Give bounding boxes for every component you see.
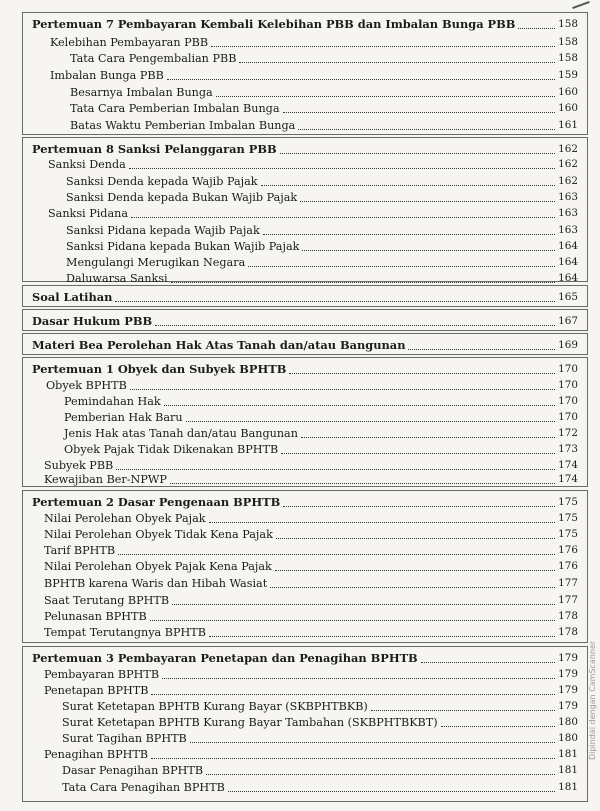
dot-leader xyxy=(228,791,555,792)
toc-entry[interactable] xyxy=(44,592,578,609)
toc-entry[interactable] xyxy=(50,34,578,51)
toc-label: Saat Terutang BPHTB xyxy=(44,594,170,607)
toc-heading-bphtb-pertemuan-3[interactable] xyxy=(32,650,578,667)
dot-leader xyxy=(263,234,555,235)
toc-entry[interactable] xyxy=(62,698,578,715)
dot-leader xyxy=(162,678,555,679)
dot-leader xyxy=(300,201,555,202)
toc-entry[interactable] xyxy=(64,425,578,442)
toc-entry[interactable] xyxy=(70,117,578,134)
dot-leader xyxy=(302,250,555,251)
toc-page-number: 179 xyxy=(558,652,578,664)
toc-heading-bphtb-pertemuan-1[interactable] xyxy=(32,361,578,378)
toc-label: Daluwarsa Sanksi xyxy=(66,272,168,285)
toc-entry[interactable] xyxy=(66,222,578,239)
toc-entry[interactable] xyxy=(44,608,578,625)
toc-label: Pertemuan 8 Sanksi Pelanggaran PBB xyxy=(32,142,277,156)
toc-label: Pertemuan 7 Pembayaran Kembali Kelebihan PBB dan Imbalan Bunga PBB xyxy=(32,17,516,31)
toc-label: Imbalan Bunga PBB xyxy=(50,69,164,82)
dot-leader xyxy=(171,282,556,283)
toc-page-number: 167 xyxy=(558,315,578,327)
scanner-watermark: Dipindai dengan CamScanner xyxy=(588,640,597,760)
toc-page-number: 158 xyxy=(558,18,578,30)
toc-page-number: 163 xyxy=(558,207,578,219)
toc-heading-soal-latihan[interactable] xyxy=(32,289,578,306)
dot-leader xyxy=(276,538,555,539)
toc-label: Jenis Hak atas Tanah dan/atau Bangunan xyxy=(64,427,298,440)
toc-page-number: 175 xyxy=(558,528,578,540)
toc-entry[interactable] xyxy=(44,471,578,488)
toc-page-number: 179 xyxy=(558,684,578,696)
toc-label: Penagihan BPHTB xyxy=(44,748,149,761)
toc-page-number: 159 xyxy=(558,69,578,81)
toc-page-number: 179 xyxy=(558,668,578,680)
toc-entry[interactable] xyxy=(44,682,578,699)
dot-leader xyxy=(150,620,555,621)
toc-label: Batas Waktu Pemberian Imbalan Bunga xyxy=(70,119,296,132)
toc-label: Dasar Penagihan BPHTB xyxy=(62,764,204,777)
toc-page-number: 165 xyxy=(558,291,578,303)
dot-leader xyxy=(289,373,555,374)
dot-leader xyxy=(275,570,555,571)
dot-leader xyxy=(298,129,555,130)
toc-entry[interactable] xyxy=(62,762,578,779)
dot-leader xyxy=(129,168,555,169)
toc-page-number: 179 xyxy=(558,700,578,712)
toc-entry[interactable] xyxy=(44,542,578,559)
toc-heading-pertemuan-7[interactable] xyxy=(32,16,578,33)
toc-entry[interactable] xyxy=(70,50,578,67)
toc-label: Subyek PBB xyxy=(44,459,114,472)
dot-leader xyxy=(239,62,555,63)
toc-page-number: 162 xyxy=(558,175,578,187)
toc-label: Dasar Hukum PBB xyxy=(32,314,153,328)
toc-entry[interactable] xyxy=(64,441,578,458)
toc-entry[interactable] xyxy=(66,173,578,190)
toc-page-number: 170 xyxy=(558,363,578,375)
dot-leader xyxy=(116,469,555,470)
toc-label: Tata Cara Pemberian Imbalan Bunga xyxy=(70,102,280,115)
dot-leader xyxy=(131,217,555,218)
toc-label: Nilai Perolehan Obyek Pajak Kena Pajak xyxy=(44,560,272,573)
dot-leader xyxy=(283,506,555,507)
dot-leader xyxy=(130,389,555,390)
toc-entry[interactable] xyxy=(44,575,578,592)
toc-label: Tarif BPHTB xyxy=(44,544,116,557)
toc-page-number: 180 xyxy=(558,716,578,728)
dot-leader xyxy=(281,453,555,454)
dot-leader xyxy=(301,437,555,438)
toc-entry[interactable] xyxy=(66,189,578,206)
dot-leader xyxy=(421,662,555,663)
toc-entry[interactable] xyxy=(70,84,578,101)
toc-label: Pemindahan Hak xyxy=(64,395,161,408)
toc-page-number: 158 xyxy=(558,36,578,48)
toc-entry[interactable] xyxy=(70,100,578,117)
toc-entry[interactable] xyxy=(44,526,578,543)
toc-page-number: 161 xyxy=(558,119,578,131)
toc-label: Obyek Pajak Tidak Dikenakan BPHTB xyxy=(64,443,279,456)
dot-leader xyxy=(248,266,555,267)
dot-leader xyxy=(408,349,555,350)
toc-label: Kelebihan Pembayaran PBB xyxy=(50,36,209,49)
toc-label: Nilai Perolehan Obyek Pajak xyxy=(44,512,206,525)
toc-entry[interactable] xyxy=(62,730,578,747)
toc-label: Besarnya Imbalan Bunga xyxy=(70,86,213,99)
toc-page-number: 174 xyxy=(558,473,578,485)
toc-page-number: 181 xyxy=(558,781,578,793)
toc-page-number: 178 xyxy=(558,610,578,622)
dot-leader xyxy=(261,185,556,186)
dot-leader xyxy=(209,522,556,523)
toc-label: Pertemuan 2 Dasar Pengenaan BPHTB xyxy=(32,495,281,509)
dot-leader xyxy=(164,405,555,406)
toc-page-number: 178 xyxy=(558,626,578,638)
toc-label: Sanksi Pidana kepada Wajib Pajak xyxy=(66,224,260,237)
dot-leader xyxy=(186,421,556,422)
toc-label: BPHTB karena Waris dan Hibah Wasiat xyxy=(44,577,268,590)
toc-entry[interactable] xyxy=(62,714,578,731)
dot-leader xyxy=(371,710,555,711)
toc-entry[interactable] xyxy=(44,510,578,527)
dot-leader xyxy=(206,774,555,775)
toc-page-number: 164 xyxy=(558,240,578,252)
toc-heading-materi-bphtb[interactable] xyxy=(32,337,578,354)
toc-entry[interactable] xyxy=(46,377,578,394)
dot-leader xyxy=(151,694,555,695)
toc-entry[interactable] xyxy=(48,205,578,222)
toc-label: Tempat Terutangnya BPHTB xyxy=(44,626,206,639)
toc-label: Sanksi Denda kepada Wajib Pajak xyxy=(66,175,258,188)
dot-leader xyxy=(216,96,555,97)
scan-mark xyxy=(572,1,590,9)
toc-entry[interactable] xyxy=(50,67,578,84)
toc-page-number: 177 xyxy=(558,594,578,606)
toc-page-number: 170 xyxy=(558,411,578,423)
toc-entry[interactable] xyxy=(44,624,578,641)
toc-label: Pertemuan 3 Pembayaran Penetapan dan Penagihan BPHTB xyxy=(32,651,418,665)
toc-label: Surat Ketetapan BPHTB Kurang Bayar Tambahan (SKBPHTBKBT) xyxy=(62,716,438,729)
toc-page-number: 169 xyxy=(558,339,578,351)
toc-page-number: 158 xyxy=(558,52,578,64)
toc-entry[interactable] xyxy=(44,666,578,683)
toc-page-number: 181 xyxy=(558,764,578,776)
dot-leader xyxy=(270,587,555,588)
dot-leader xyxy=(211,46,555,47)
toc-page-number: 163 xyxy=(558,224,578,236)
toc-heading-bphtb-pertemuan-2[interactable] xyxy=(32,494,578,511)
dot-leader xyxy=(518,28,555,29)
dot-leader xyxy=(155,325,555,326)
toc-entry[interactable] xyxy=(44,558,578,575)
toc-page-number: 162 xyxy=(558,143,578,155)
toc-label: Pelunasan BPHTB xyxy=(44,610,147,623)
toc-page-number: 163 xyxy=(558,191,578,203)
dot-leader xyxy=(172,604,555,605)
toc-page-number: 164 xyxy=(558,272,578,284)
toc-page-number: 160 xyxy=(558,86,578,98)
toc-label: Kewajiban Ber-NPWP xyxy=(44,473,167,486)
toc-entry[interactable] xyxy=(48,156,578,173)
toc-label: Tata Cara Pengembalian PBB xyxy=(70,52,237,65)
dot-leader xyxy=(441,726,556,727)
dot-leader xyxy=(167,79,555,80)
toc-heading-dasar-hukum[interactable] xyxy=(32,313,578,330)
toc-entry[interactable] xyxy=(44,746,578,763)
toc-page-number: 180 xyxy=(558,732,578,744)
toc-page-number: 175 xyxy=(558,496,578,508)
toc-entry[interactable] xyxy=(66,238,578,255)
dot-leader xyxy=(151,758,555,759)
toc-label: Mengulangi Merugikan Negara xyxy=(66,256,246,269)
dot-leader xyxy=(280,153,556,154)
toc-entry[interactable] xyxy=(64,393,578,410)
toc-label: Pembayaran BPHTB xyxy=(44,668,160,681)
toc-page-number: 170 xyxy=(558,379,578,391)
toc-label: Surat Tagihan BPHTB xyxy=(62,732,187,745)
toc-page-number: 181 xyxy=(558,748,578,760)
toc-page-number: 175 xyxy=(558,512,578,524)
toc-page-number: 164 xyxy=(558,256,578,268)
toc-page-number: 173 xyxy=(558,443,578,455)
dot-leader xyxy=(209,636,555,637)
toc-label: Sanksi Pidana kepada Bukan Wajib Pajak xyxy=(66,240,300,253)
toc-page-number: 176 xyxy=(558,544,578,556)
toc-label: Soal Latihan xyxy=(32,290,113,304)
toc-page-number: 172 xyxy=(558,427,578,439)
toc-label: Tata Cara Penagihan BPHTB xyxy=(62,781,225,794)
dot-leader xyxy=(115,301,555,302)
toc-label: Obyek BPHTB xyxy=(46,379,127,392)
toc-entry[interactable] xyxy=(64,409,578,426)
toc-entry[interactable] xyxy=(66,254,578,271)
toc-page-number: 176 xyxy=(558,560,578,572)
toc-page-number: 174 xyxy=(558,459,578,471)
dot-leader xyxy=(283,112,556,113)
toc-label: Pemberian Hak Baru xyxy=(64,411,183,424)
toc-page-number: 160 xyxy=(558,102,578,114)
toc-label: Sanksi Pidana xyxy=(48,207,129,220)
toc-label: Nilai Perolehan Obyek Tidak Kena Pajak xyxy=(44,528,273,541)
toc-label: Sanksi Denda xyxy=(48,158,126,171)
toc-label: Sanksi Denda kepada Bukan Wajib Pajak xyxy=(66,191,298,204)
toc-label: Surat Ketetapan BPHTB Kurang Bayar (SKBPHTBKB) xyxy=(62,700,368,713)
toc-label: Penetapan BPHTB xyxy=(44,684,149,697)
dot-leader xyxy=(190,742,555,743)
toc-entry[interactable] xyxy=(62,779,578,796)
toc-page-number: 177 xyxy=(558,577,578,589)
toc-label: Materi Bea Perolehan Hak Atas Tanah dan/atau Bangunan xyxy=(32,338,406,352)
toc-page-number: 170 xyxy=(558,395,578,407)
toc-page-number: 162 xyxy=(558,158,578,170)
dot-leader xyxy=(170,483,555,484)
dot-leader xyxy=(118,554,555,555)
toc-label: Pertemuan 1 Obyek dan Subyek BPHTB xyxy=(32,362,287,376)
